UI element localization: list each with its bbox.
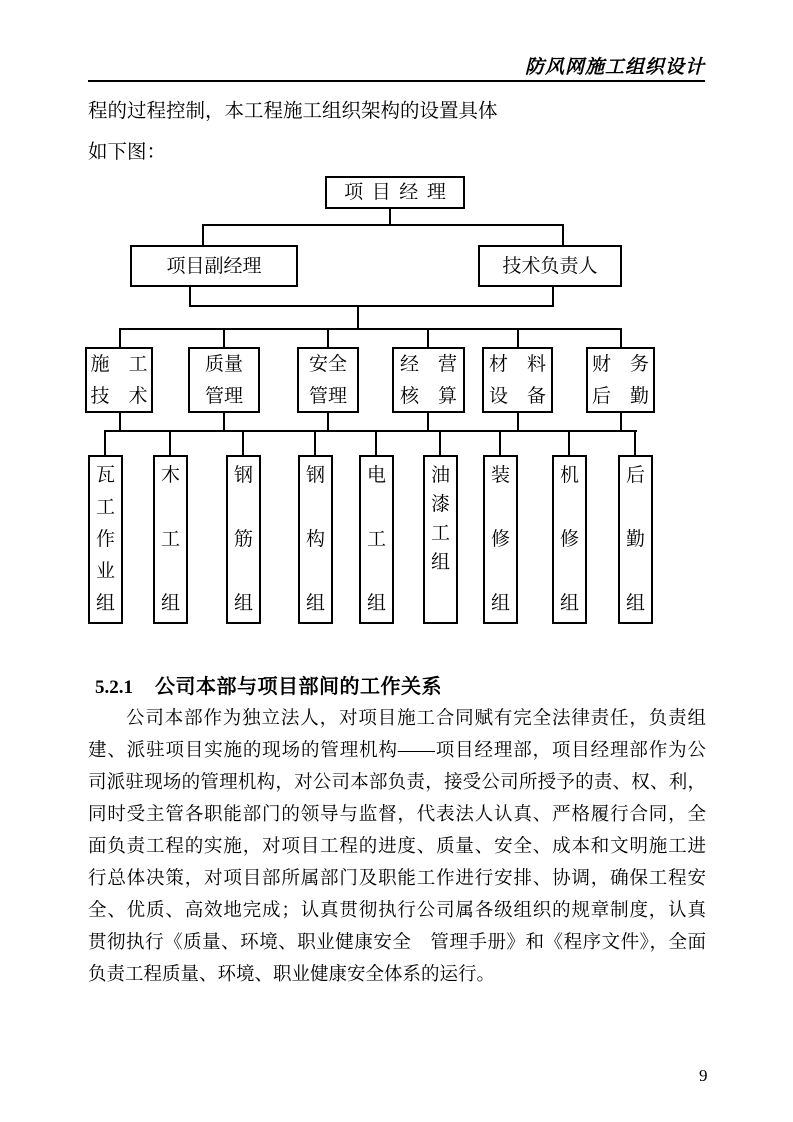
paragraph-line: 司派驻现场的管理机构，对公司本部负责，接受公司所授予的责、权、利， — [88, 773, 706, 793]
page-header-title: 防风网施工组织设计 — [524, 57, 705, 78]
intro-text-line-2: 如下图： — [88, 142, 167, 163]
connector-line — [202, 224, 564, 226]
paragraph-line: 全、优质、高效地完成；认真贯彻执行公司属各级组织的规章制度，认真 — [88, 901, 706, 921]
dept-box-text: 施 工 — [90, 353, 148, 375]
paragraph-line: 同时受主管各职能部门的领导与监督，代表法人认真、严格履行合同，全 — [88, 805, 706, 825]
connector-line — [189, 287, 191, 307]
connector-line — [223, 328, 225, 347]
section-heading — [95, 670, 442, 699]
dept-box-finance-logistics — [586, 347, 655, 413]
connector-line — [189, 305, 554, 307]
team-box-rebar: 钢 筋 组 — [226, 455, 261, 624]
team-box-machine-repair: 机 修 组 — [552, 455, 587, 624]
dept-box-construction-technology — [85, 347, 153, 413]
box-project-manager: 项目经理 — [325, 176, 465, 209]
connector-line — [119, 328, 622, 330]
paragraph-line: 公司本部作为独立法人，对项目施工合同赋有完全法律责任，负责组 — [126, 709, 706, 729]
paragraph-line: 负责工程质量、环境、职业健康安全体系的运行。 — [88, 965, 496, 985]
page-number: 9 — [699, 1066, 708, 1085]
connector-line — [375, 432, 377, 455]
box-technical-director: 技术负责人 — [478, 245, 622, 287]
connector-line — [169, 432, 171, 455]
paragraph-line: 建、派驻项目实施的现场的管理机构——项目经理部，项目经理部作为公 — [88, 741, 706, 761]
connector-line — [104, 432, 106, 455]
connector-line — [439, 432, 441, 455]
section-title: 公司本部与项目部间的工作关系 — [155, 676, 442, 698]
team-box-logistics: 后 勤 组 — [618, 455, 653, 624]
dept-box-materials-equipment — [482, 347, 553, 413]
dept-box-text: 管理 — [204, 385, 243, 407]
connector-line — [620, 328, 622, 347]
connector-line — [314, 432, 316, 455]
dept-box-text: 材 料 — [488, 353, 546, 375]
connector-line — [499, 432, 501, 455]
connector-line — [552, 287, 554, 307]
connector-line — [357, 305, 359, 330]
dept-box-text: 财 务 — [591, 353, 649, 375]
team-box-painter: 油 漆 工 组 — [423, 455, 458, 624]
connector-line — [427, 328, 429, 347]
connector-line — [562, 224, 564, 246]
paragraph-line: 贯彻执行《质量、环境、职业健康安全 管理手册》和《程序文件》，全面 — [88, 933, 706, 953]
dept-box-text: 后 勤 — [591, 385, 649, 407]
connector-line — [634, 432, 636, 455]
connector-line — [517, 328, 519, 347]
dept-box-text: 设 备 — [488, 385, 546, 407]
section-number: 5.2.1 — [95, 677, 133, 698]
dept-box-text: 技 术 — [90, 385, 148, 407]
paragraph-line: 行总体决策，对项目部所属部门及职能工作进行安排、协调，确保工程安 — [88, 869, 706, 889]
dept-box-text: 经 营 — [399, 353, 457, 375]
dept-box-business-accounting — [392, 347, 465, 413]
connector-line — [202, 224, 204, 246]
dept-box-text: 安全 — [308, 353, 347, 375]
paragraph-line: 面负责工程的实施，对项目工程的进度、质量、安全、成本和文明施工进 — [88, 837, 706, 857]
team-box-electrician: 电 工 组 — [359, 455, 394, 624]
connector-line — [327, 328, 329, 347]
box-deputy-project-manager: 项目副经理 — [130, 245, 298, 287]
connector-line — [242, 432, 244, 455]
dept-box-text: 管理 — [308, 385, 347, 407]
dept-box-text: 核 算 — [399, 385, 457, 407]
team-box-bricklayer: 瓦 工 作 业 组 — [88, 455, 123, 624]
dept-box-quality-management — [188, 347, 260, 413]
connector-line — [119, 328, 121, 347]
connector-line — [104, 430, 637, 432]
connector-line — [389, 209, 391, 225]
dept-box-safety-management — [297, 347, 359, 413]
team-box-steel-structure: 钢 构 组 — [298, 455, 333, 624]
team-box-carpenter: 木 工 组 — [153, 455, 188, 624]
intro-text-line-1: 程的过程控制，本工程施工组织架构的设置具体 — [88, 101, 498, 122]
dept-box-text: 质量 — [204, 353, 243, 375]
body-paragraph — [88, 703, 706, 991]
team-box-decoration: 装 修 组 — [483, 455, 518, 624]
connector-line — [568, 432, 570, 455]
